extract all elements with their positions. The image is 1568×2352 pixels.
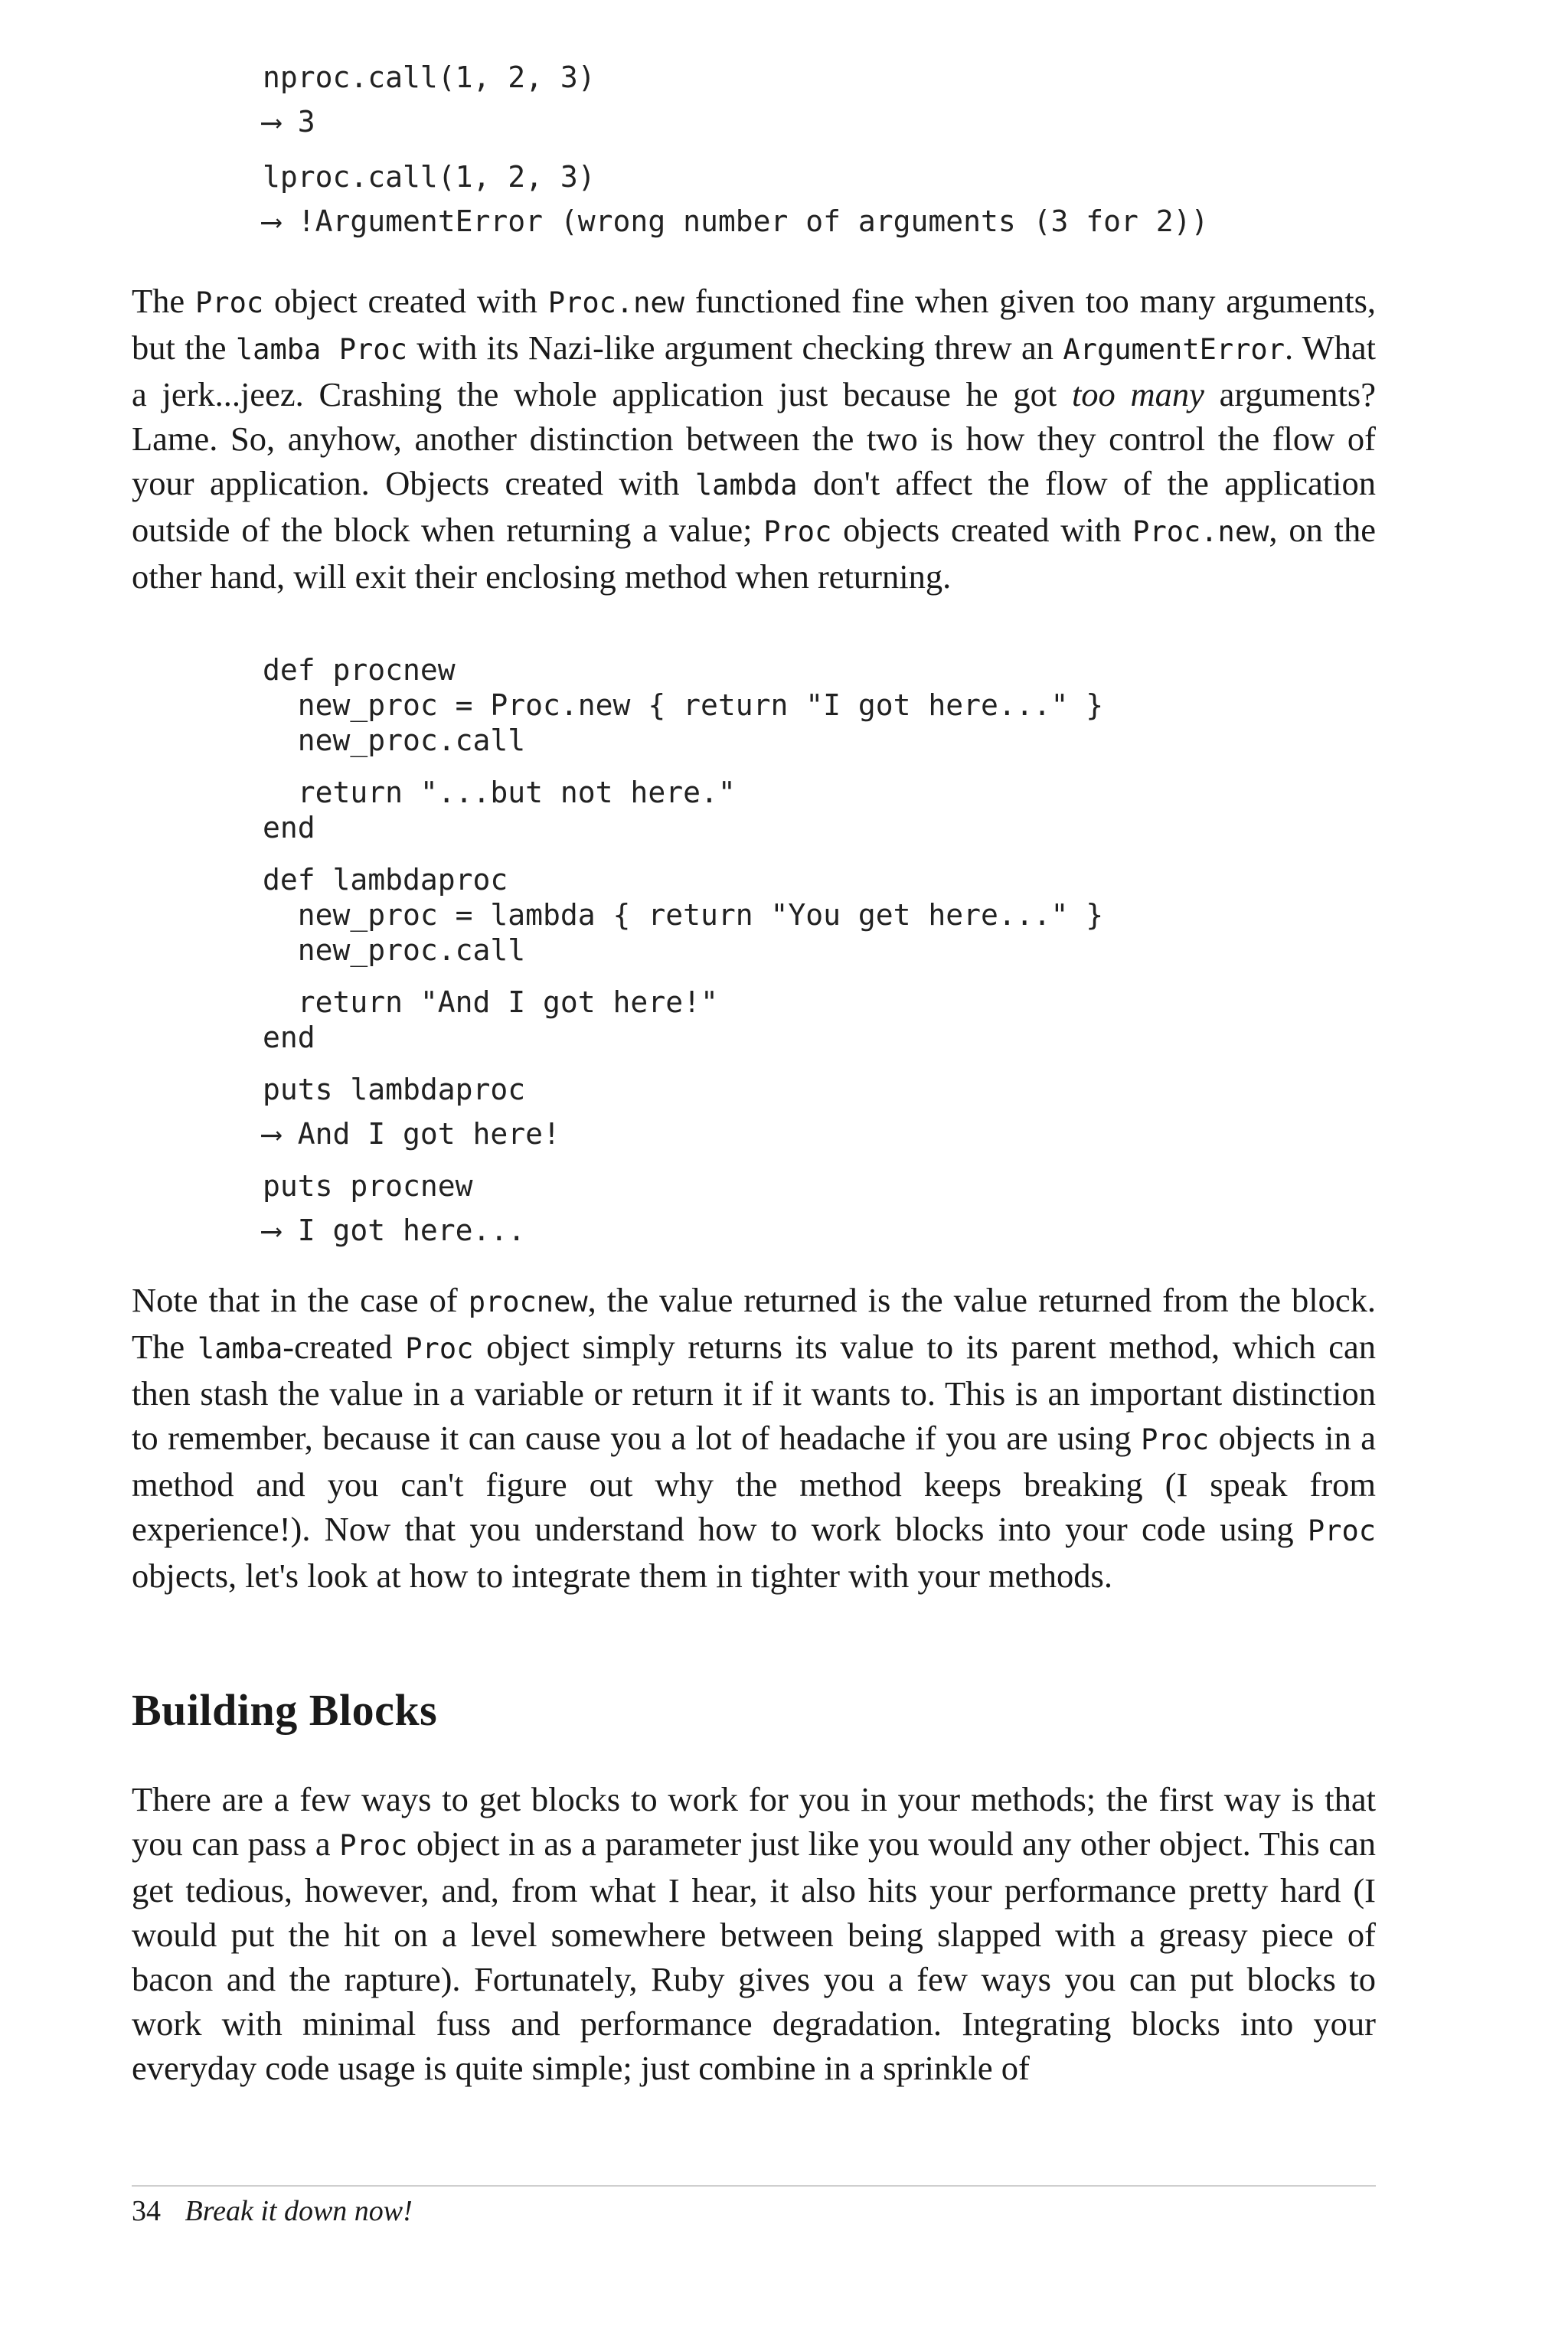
section-heading: Building Blocks: [132, 1685, 438, 1735]
inline-code: Proc: [339, 1829, 408, 1862]
body-paragraph-3: There are a few ways to get blocks to work for you in your methods; the first way is that you can pass a Proc object in as a parameter just like you would any other object. This can get tedious, however, and, from what I hear, it also hits your performance pretty hard (I would put the hit on a level somewhere between being slapped with a greasy piece of bacon and the rapture). Fortunately, Ruby gives you a few ways you can put blocks to work with minimal fuss and performance degradation. Integrating blocks into your everyday code usage is quite simple; just combine in a sprinkle of: [132, 1780, 1376, 2087]
inline-code: Proc: [763, 515, 832, 548]
inline-code: Proc.new: [547, 286, 684, 319]
code-line: ⟶ 3: [263, 105, 315, 139]
code-line: lproc.call(1, 2, 3): [263, 160, 596, 194]
code-block-procnew-lambdaproc: [263, 652, 1411, 1248]
code-line: def lambdaproc: [263, 863, 508, 897]
running-title: Break it down now!: [185, 2195, 413, 2227]
code-line: end: [263, 1021, 315, 1054]
inline-code: Proc: [1307, 1514, 1376, 1547]
code-line: end: [263, 811, 315, 844]
code-line: puts procnew: [263, 1169, 473, 1203]
inline-code: ArgumentError: [1063, 333, 1285, 366]
code-line: new_proc.call: [263, 933, 526, 967]
code-line: new_proc = lambda { return "You get here..." }: [263, 898, 1104, 932]
code-line: nproc.call(1, 2, 3): [263, 60, 596, 94]
inline-code: Proc: [1141, 1423, 1210, 1456]
inline-code: lamba: [197, 1332, 283, 1365]
page-footer: [132, 2194, 413, 2228]
page-number: 34: [132, 2195, 161, 2227]
emphasis: too many: [1071, 375, 1204, 413]
code-block-call-results: [263, 60, 1411, 239]
code-line: return "And I got here!": [263, 985, 718, 1019]
code-line: ⟶ !ArgumentError (wrong number of arguments (3 for 2)): [263, 204, 1209, 238]
code-line: def procnew: [263, 653, 456, 687]
body-paragraph-1: The Proc object created with Proc.new functioned fine when given too many arguments, but the lamba Proc with its Nazi-like argument checking threw an ArgumentError. What a jerk...jeez. Crashing the whole application just because he got too many arguments? Lame. So, anyhow, another distinction between the two is how they control the flow of your application. Objects created with lambda don't affect the flow of the application outside of the block when returning a value; Proc objects created with Proc.new, on the other hand, will exit their enclosing method when returning.: [132, 282, 1377, 596]
code-line: ⟶ I got here...: [263, 1214, 526, 1247]
inline-code: lambda: [694, 469, 798, 501]
inline-code: Proc.new: [1132, 515, 1269, 548]
inline-code: Proc: [405, 1332, 474, 1365]
inline-code: Proc: [195, 286, 264, 319]
code-line: new_proc.call: [263, 724, 526, 757]
inline-code: procnew: [468, 1285, 588, 1318]
footer-divider: [132, 2185, 1376, 2187]
code-line: return "...but not here.": [263, 776, 736, 809]
code-line: new_proc = Proc.new { return "I got here..." }: [263, 688, 1104, 722]
code-line: ⟶ And I got here!: [263, 1117, 560, 1151]
inline-code: lamba Proc: [235, 333, 407, 366]
body-paragraph-2: Note that in the case of procnew, the value returned is the value returned from the block. The lamba-created Proc object simply returns its value to its parent method, which can then stash the value in a variable or return it if it wants to. This is an important distinction to remember, because it can cause you a lot of headache if you are using Proc objects in a method and you can't figure out why the method keeps breaking (I speak from experience!). Now that you understand how to work blocks into your code using Proc objects, let's look at how to integrate them in tighter with your methods.: [132, 1281, 1376, 1595]
code-line: puts lambdaproc: [263, 1073, 526, 1106]
